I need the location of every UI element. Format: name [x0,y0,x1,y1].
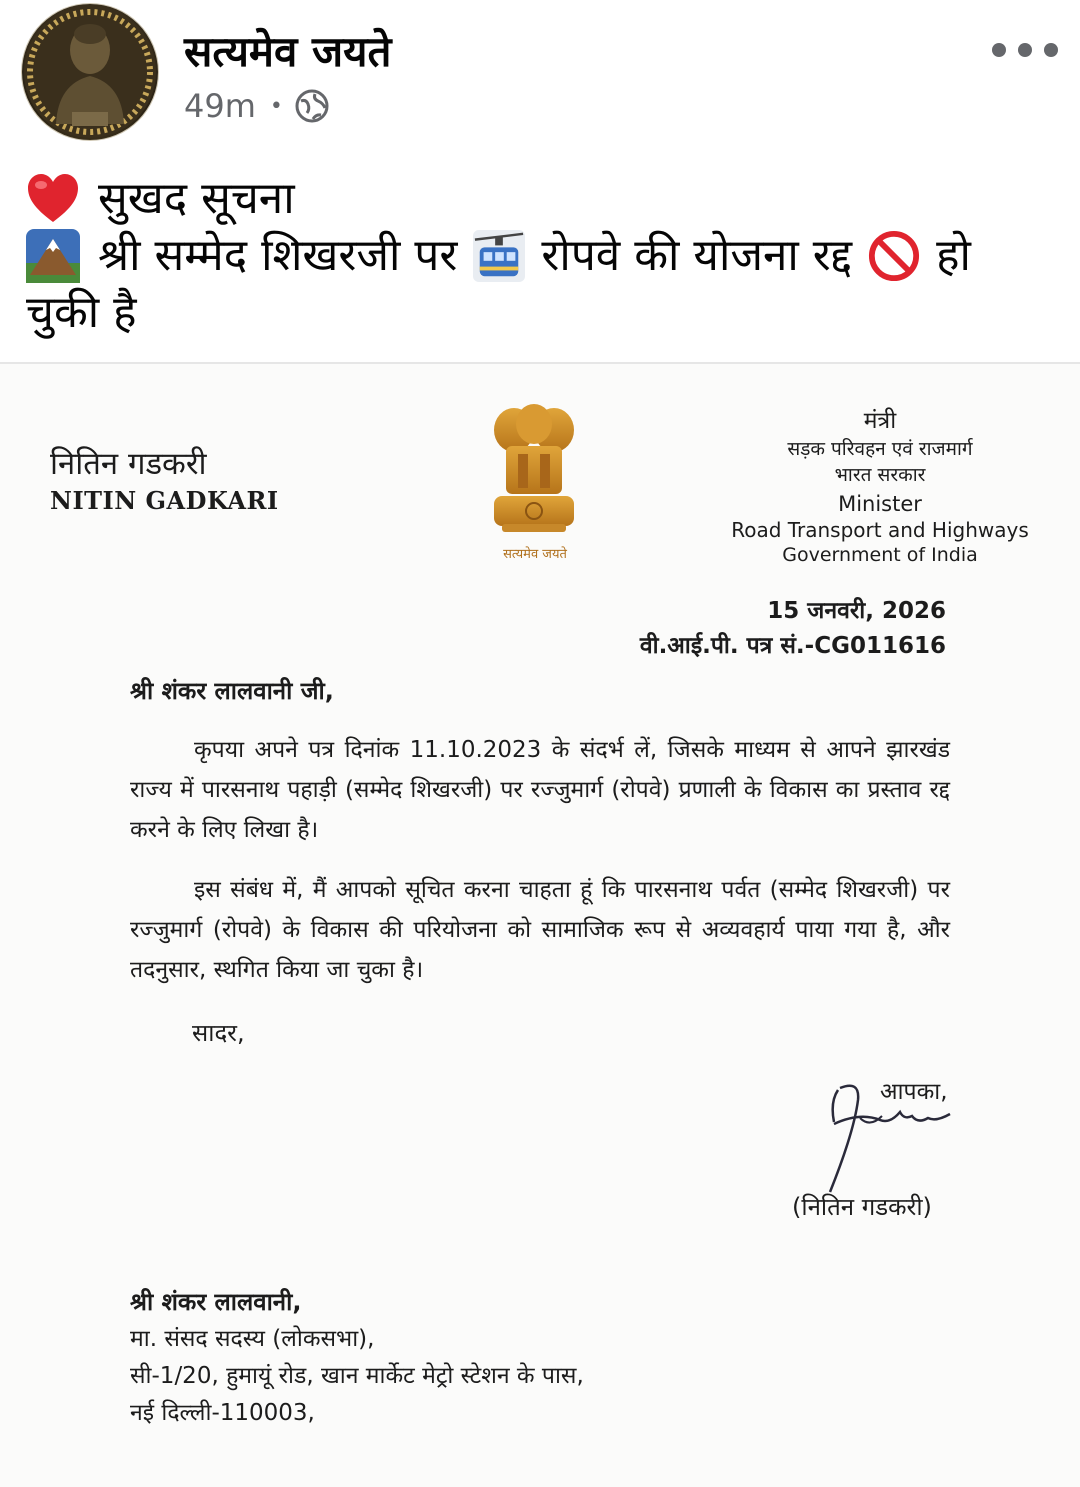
recipient-name: श्री शंकर लालवानी, [130,1288,302,1316]
author-name[interactable]: सत्यमेव जयते [184,27,392,76]
letter-signer: (नितिन गडकरी) [792,1193,932,1221]
sender-name-hindi: नितिन गडकरी [50,446,207,482]
red-heart-emoji [26,172,80,226]
post-meta [184,84,329,128]
ministry-english: Road Transport and Highways [731,518,1029,542]
designation-english: Minister [838,492,922,516]
recipient-line-3: नई दिल्ली-110003, [130,1400,315,1426]
post-text-tail: चुकी है [26,287,137,338]
letter-date-block [560,594,946,664]
more-options-icon[interactable] [992,40,1058,60]
letter-paragraph-2: इस संबंध में, मैं आपको सूचित करना चाहता हूं कि पारसनाथ पर्वत (सम्मेद शिखरजी) पर रज्जुमार्ग (रोपवे) के विकास की परियोजना को सामाजिक रूप से अव्यवहार्य पाया गया है, और तदनुसार, स्थगित किया जा चुका है। [130,877,950,983]
recipient-address [130,1284,584,1432]
letterhead-designation [730,406,1030,567]
post-line-2 [26,227,1056,284]
letter-paragraph-1: कृपया अपने पत्र दिनांक 11.10.2023 के संदर्भ लें, जिसके माध्यम से आपने झारखंड राज्य में पारसनाथ पहाड़ी (सम्मेद शिखरजी) पर रज्जुमार्ग (रोपवे) प्रणाली के विकास का प्रस्ताव रद्द करने के लिए लिखा है। [130,737,950,843]
mountain-emoji [26,229,80,283]
letter-reference: वी.आई.पी. पत्र सं.-CG011616 [639,633,946,659]
letter-yours: आपका, [880,1079,948,1105]
aerial-tramway-emoji [473,230,525,282]
emblem-motto: सत्यमेव जयते [503,547,567,562]
meta-separator: • [269,93,283,119]
designation-hindi: मंत्री [863,408,897,434]
globe-icon[interactable] [295,89,329,123]
sender-name-english: NITIN GADKARI [50,486,279,515]
post-text [26,170,1056,341]
letter-closing: सादर, [192,1019,245,1047]
national-emblem-icon [484,400,584,540]
post-time[interactable]: 49m [184,87,256,125]
ministry-hindi: सड़क परिवहन एवं राजमार्ग [787,438,973,460]
prohibited-emoji [868,230,920,282]
government-english: Government of India [782,544,978,566]
post-header [0,0,1080,160]
letter-date: 15 जनवरी, 2026 [767,598,946,624]
post-text-heading: सुखद सूचना [98,173,295,224]
post-text-place: श्री सम्मेद शिखरजी पर [98,230,458,281]
government-hindi: भारत सरकार [834,464,926,486]
image-top-border [0,362,1080,364]
letter-salutation: श्री शंकर लालवानी जी, [130,677,334,705]
post-line-3 [26,284,1056,341]
letter-image[interactable] [0,362,1080,1487]
post-text-ropeway: रोपवे की योजना रद्द [541,230,853,281]
post-line-1 [26,170,1056,227]
post-text-end-word: हो [936,230,971,281]
recipient-line-2: सी-1/20, हुमायूं रोड, खान मार्केट मेट्रो स्टेशन के पास, [130,1363,584,1389]
recipient-line-1: मा. संसद सदस्य (लोकसभा), [130,1326,375,1352]
avatar[interactable] [22,4,158,140]
